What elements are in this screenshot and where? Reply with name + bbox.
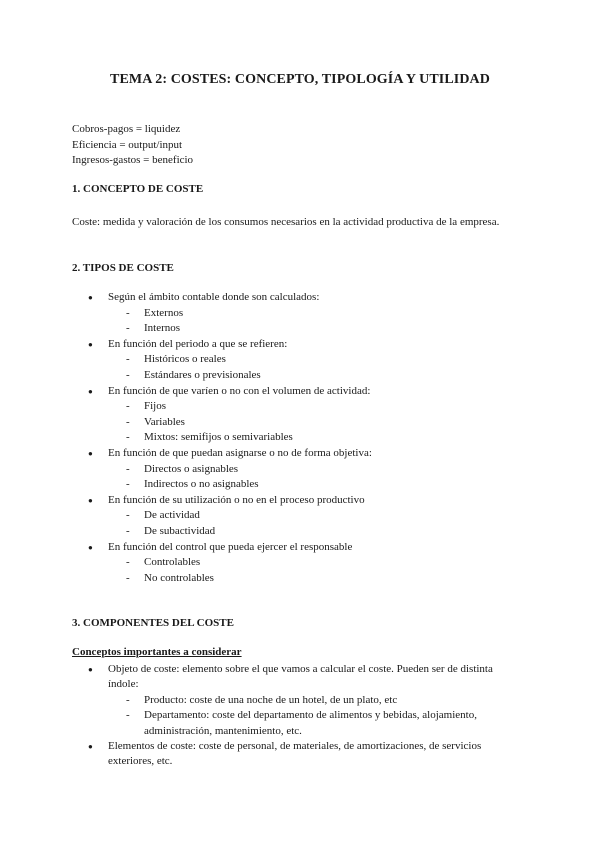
section-1-heading: 1. CONCEPTO DE COSTE	[72, 183, 204, 195]
section-1-text: Coste: medida y valoración de los consumos necesarios en la actividad productiva de la empresa.	[72, 216, 500, 228]
document-title: TEMA 2: COSTES: CONCEPTO, TIPOLOGÍA Y UTILIDAD	[110, 72, 490, 87]
sub-list-item: - No controlables	[72, 571, 542, 587]
intro-line: Ingresos-gastos = beneficio	[72, 154, 194, 166]
sub-list-item: - De subactividad	[72, 524, 542, 540]
sub-list-item: - Departamento: coste del departamento de alimentos y bebidas, alojamiento, administración, mantenimiento, etc.	[72, 708, 512, 739]
sub-list-item: - Directos o asignables	[72, 462, 542, 478]
cost-types-list	[72, 290, 542, 586]
sub-list-item: - Controlables	[72, 555, 542, 571]
list-item: ● Elementos de coste: coste de personal, de materiales, de amortizaciones, de servicios exteriores, etc.	[72, 739, 512, 770]
sub-list-item: - Externos	[72, 306, 542, 322]
list-item: ● En función de que puedan asignarse o no de forma objetiva:	[72, 446, 542, 462]
section-3-heading: 3. COMPONENTES DEL COSTE	[72, 617, 234, 629]
sub-list-item: - Mixtos: semifijos o semivariables	[72, 430, 542, 446]
sub-list-item: - De actividad	[72, 508, 542, 524]
cost-components-list	[72, 662, 512, 770]
list-item: ● En función del periodo a que se refieren:	[72, 337, 542, 353]
list-item: ● Según el ámbito contable donde son calculados:	[72, 290, 542, 306]
list-item: ● En función de su utilización o no en el proceso productivo	[72, 493, 542, 509]
section-3-subheading: Conceptos importantes a considerar	[72, 646, 242, 658]
intro-block	[72, 122, 193, 169]
section-2-heading: 2. TIPOS DE COSTE	[72, 262, 174, 274]
sub-list-item: - Variables	[72, 415, 542, 431]
sub-list-item: - Estándares o previsionales	[72, 368, 542, 384]
list-item: ● Objeto de coste: elemento sobre el que vamos a calcular el coste. Pueden ser de distinta índole:	[72, 662, 512, 693]
sub-list-item: - Indirectos o no asignables	[72, 477, 542, 493]
intro-line: Cobros-pagos = liquidez	[72, 123, 181, 135]
intro-line: Eficiencia = output/input	[72, 138, 183, 151]
list-item: ● En función del control que pueda ejercer el responsable	[72, 540, 542, 556]
sub-list-item: - Internos	[72, 321, 542, 337]
sub-list-item: - Fijos	[72, 399, 542, 415]
sub-list-item: - Producto: coste de una noche de un hotel, de un plato, etc	[72, 693, 512, 708]
list-item: ● En función de que varíen o no con el volumen de actividad:	[72, 384, 542, 400]
sub-list-item: - Históricos o reales	[72, 352, 542, 368]
